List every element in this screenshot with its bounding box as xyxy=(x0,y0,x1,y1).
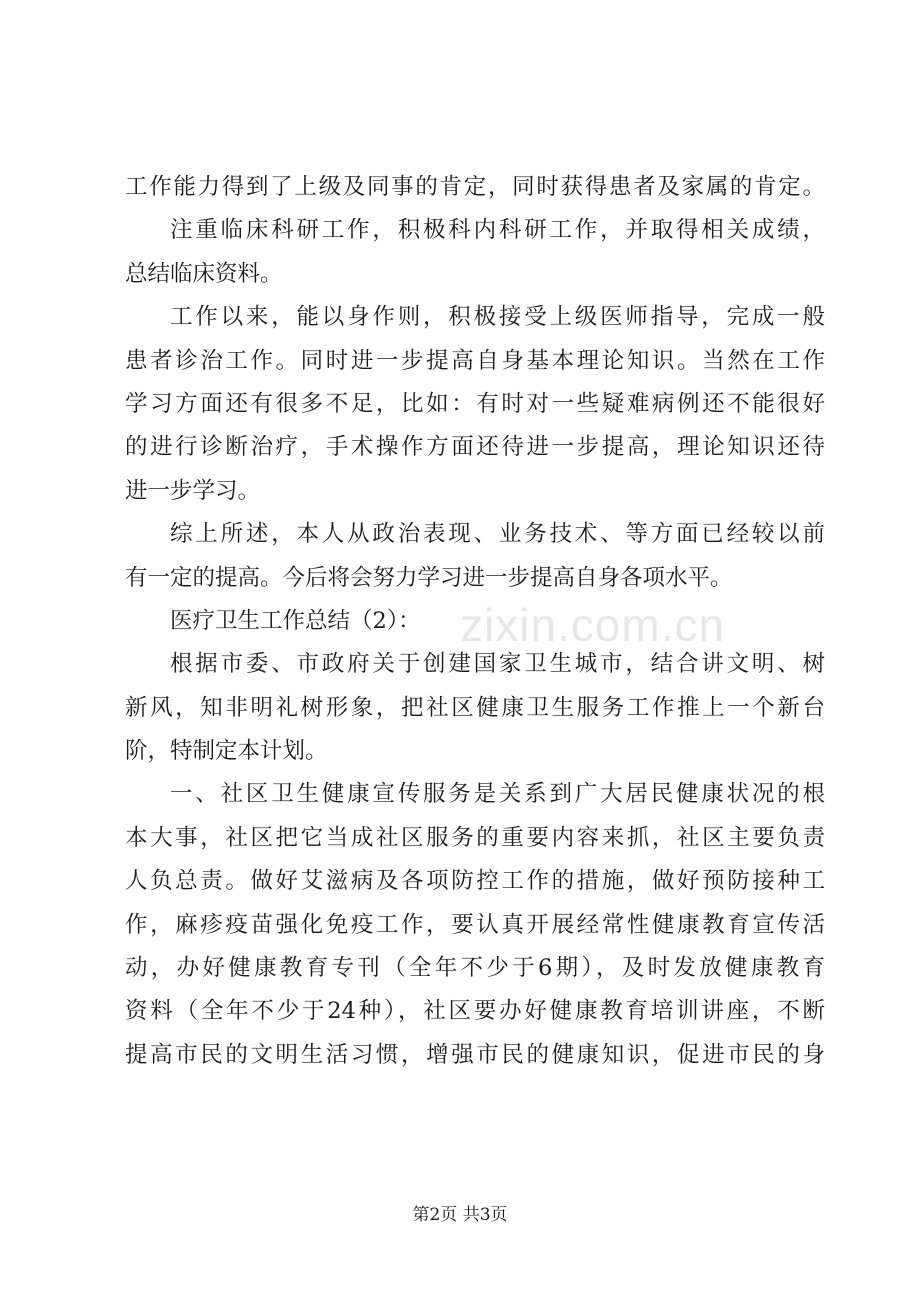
paragraph-line: 资料（全年不少于24种），社区要办好健康教育培训讲座，不断 xyxy=(125,998,825,1025)
paragraph-line: 阶，特制定本计划。 xyxy=(125,738,328,765)
page-number-footer: 第2页 共3页 xyxy=(412,1205,508,1225)
section-heading: 医疗卫生工作总结（2）： xyxy=(170,607,421,634)
paragraph-line: 作，麻疹疫苗强化免疫工作，要认真开展经常性健康教育宣传活 xyxy=(125,911,825,938)
paragraph-line: 有一定的提高。今后将会努力学习进一步提高自身各项水平。 xyxy=(125,564,733,591)
paragraph-line: 患者诊治工作。同时进一步提高自身基本理论知识。当然在工作 xyxy=(125,347,825,374)
paragraph-line: 的进行诊断治疗，手术操作方面还待进一步提高，理论知识还待 xyxy=(125,434,825,461)
watermark: zixin.com.cn xyxy=(460,599,726,651)
document-body xyxy=(125,166,825,1077)
paragraph-line: 注重临床科研工作，积极科内科研工作，并取得相关成绩， xyxy=(170,217,825,244)
paragraph-line: 进一步学习。 xyxy=(125,477,261,504)
paragraph-line: 人负总责。做好艾滋病及各项防控工作的措施，做好预防接种工 xyxy=(125,868,825,895)
paragraph-line: 综上所述，本人从政治表现、业务技术、等方面已经较以前 xyxy=(170,521,825,548)
paragraph-line: 动，办好健康教育专刊（全年不少于6期），及时发放健康教育 xyxy=(125,955,825,982)
paragraph-line: 提高市民的文明生活习惯，增强市民的健康知识，促进市民的身 xyxy=(125,1041,825,1068)
paragraph-line: 学习方面还有很多不足，比如：有时对一些疑难病例还不能很好 xyxy=(125,390,825,417)
paragraph-line: 工作能力得到了上级及同事的肯定，同时获得患者及家属的肯定。 xyxy=(125,174,825,200)
paragraph-line: 工作以来，能以身作则，积极接受上级医师指导，完成一般 xyxy=(170,304,825,331)
paragraph-line: 总结临床资料。 xyxy=(125,260,283,287)
paragraph-line: 一、社区卫生健康宣传服务是关系到广大居民健康状况的根 xyxy=(170,781,825,808)
paragraph-line: 新风，知非明礼树形象，把社区健康卫生服务工作推上一个新台 xyxy=(125,694,825,721)
paragraph-line: 本大事，社区把它当成社区服务的重要内容来抓，社区主要负责 xyxy=(125,824,825,851)
paragraph-line: 根据市委、市政府关于创建国家卫生城市，结合讲文明、树 xyxy=(170,651,825,678)
